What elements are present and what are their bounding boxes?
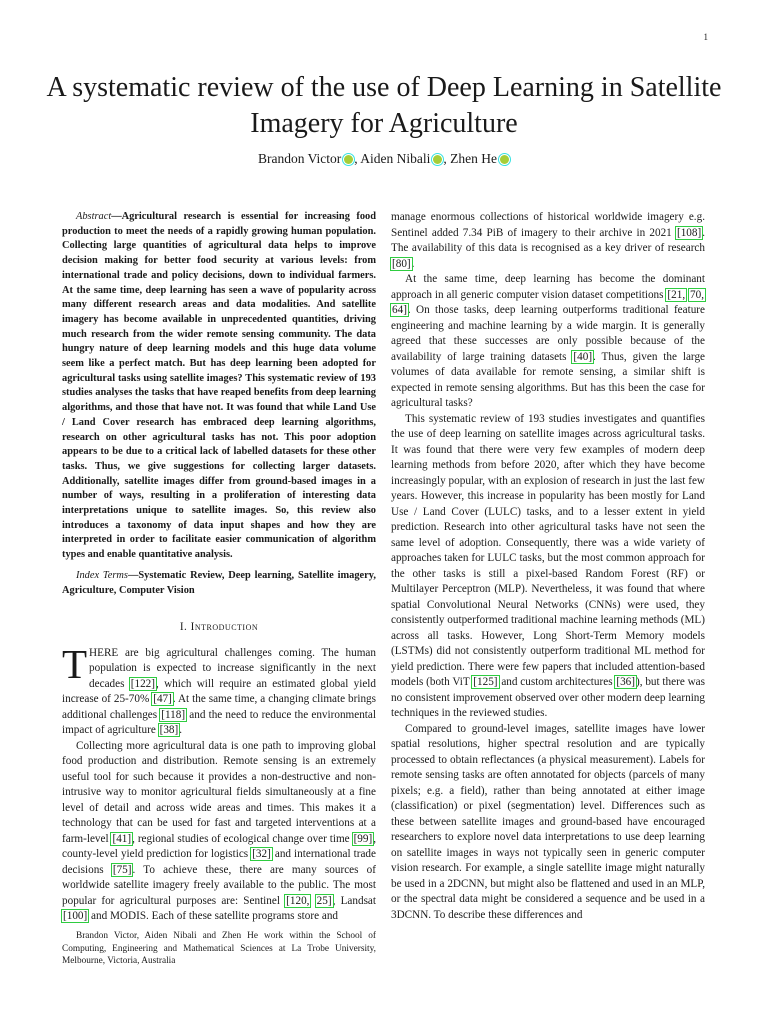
text: At the same time, deep learning has become the dominant approach in all generic computer vision dataset competitions — [391, 273, 705, 301]
text: , regional studies of ecological change over time — [132, 832, 353, 845]
abstract-lead: Abstract — [76, 211, 112, 222]
text: and the need to reduce the environmental impact of agriculture — [62, 708, 376, 737]
paper-title: A systematic review of the use of Deep Learning in Satellite Imagery for Agriculture — [46, 72, 722, 139]
text: . At the same time, a changing climate brings additional challenges — [62, 693, 376, 721]
index-terms — [62, 569, 376, 598]
text: . On those tasks, deep learning outperforms traditional feature engineering and machine learning by a wide margin. It is generally agreed that these successes are only possible because of the availability of large training datasets — [391, 304, 705, 363]
citation-link[interactable]: [38] — [159, 724, 179, 737]
body-paragraph — [391, 272, 705, 412]
citation-link[interactable]: [21, — [667, 288, 686, 301]
citation-link[interactable]: [122] — [130, 677, 155, 690]
text: , Landsat — [332, 894, 376, 907]
text: manage enormous collections of historical worldwide imagery e.g. Sentinel added 7.34 PiB of imagery to their archive in 2021 — [391, 211, 705, 239]
text: , which will require an estimated global yield increase of 25-70% — [62, 677, 377, 706]
author-name: Zhen He — [450, 151, 498, 166]
text: Collecting more agricultural data is one path to improving global food production and distribution. Remote sensing is an extremely useful tool for such because it provides a non-destructive and non-intrusive way to monitor agricultural fields simultaneously at a fine level of detail and across wide areas and times. This makes it a technology that can be used for fast and targeted interventions at a farm-level — [62, 739, 376, 845]
citation-link[interactable]: [41] — [112, 832, 132, 845]
intro-paragraph — [62, 739, 376, 925]
left-column — [62, 210, 376, 925]
text: . — [411, 257, 415, 270]
body-paragraph — [391, 210, 705, 272]
abstract — [62, 210, 376, 563]
body-paragraph — [391, 412, 705, 722]
index-terms-text: —Systematic Review, Deep learning, Satellite imagery, Agriculture, Computer Vision — [62, 569, 376, 596]
citation-link[interactable]: [40] — [573, 350, 593, 363]
author-name: Brandon Victor — [257, 151, 342, 166]
drop-cap: T — [62, 640, 88, 687]
citation-link[interactable]: [118] — [161, 708, 186, 721]
citation-link[interactable]: [75] — [112, 863, 132, 876]
footnote: Brandon Victor, Aiden Nibali and Zhen He work within the School of Computing, Engineering and Mathematical Sciences at La Trobe University, Melbourne, Victoria, Australia — [62, 931, 376, 966]
text: and international trade decisions — [62, 848, 376, 876]
text: . To achieve these, there are many sources of worldwide satellite imagery freely available to the public. The most popular for agricultural purposes are: Sentinel — [62, 863, 376, 907]
citation-link[interactable]: [47] — [153, 693, 172, 706]
text: This systematic review of 193 studies investigates and quantifies the use of deep learning on satellite images across agricultural tasks. It was found that there were very few examples of modern deep learning methods from before 2020, after which they have become increasingly popular, with an explosion of research in just the last few years. However, this increase in popularity has been mostly for Land Use / Land Cover (LULC) tasks, and to a lesser extent in yield prediction. Research into other agricultural tasks have not seen the same level of adoption. Consequently, there was a wide variety of approaches taken for LULC tasks, but the most common approach for the other tasks is still a pixel-based Random Forest (RF) or Multilayer Perceptron (MLP). Nevertheless, it was found that where spatial Convolutional Neural Networks (CNNs) were used, they consistently outperformed traditional machine learning methods (ML) across all tasks. However, Long Short-Term Memory models (LSTMs) did not consistently outperform traditional ML method for yield prediction. There were few papers that included attention-based models (both ViT — [391, 412, 705, 688]
text: and MODIS. Each of these satellite programs store and — [88, 910, 339, 923]
text: ), but there was no consistent improvement observed over other modern deep learning techniques in the reviewed studies. — [391, 676, 705, 719]
citation-link[interactable]: [32] — [252, 848, 271, 861]
orcid-icon[interactable] — [433, 155, 442, 164]
citation-link[interactable]: [100] — [63, 910, 88, 923]
page-number: 1 — [703, 32, 708, 42]
right-column — [391, 210, 705, 923]
citation-link[interactable]: [108] — [676, 226, 702, 239]
orcid-icon[interactable] — [500, 155, 509, 164]
author-list: Brandon Victor , Aiden Nibali , Zhen He — [40, 150, 728, 168]
body-paragraph: Compared to ground-level images, satellite images have lower spatial resolutions, higher spectral resolution and are typically processed to obtain reflectances (a physical measurement). Labels for remote sensing tasks are often annotated for objects (parcels of many pixels; e.g. a field), rather than being annotated at either image (classification) or pixel (segmentation) level. Differences such as these between satellite images and ground-based have encouraged researchers to explore novel data interpretations to use deep learning on satellite images in ways not typically seen in generic computer vision research. For example, a single satellite image might naturally be used in a 2DCNN, but might also be flattened and used in an MLP, or the spectral data might be considered a sequence and be used in a 3DCNN. To describe these differences and — [391, 722, 705, 921]
citation-link[interactable]: [80] — [392, 257, 411, 270]
section-heading: I. Introduction — [179, 621, 259, 634]
index-terms-lead: Index Terms — [76, 569, 128, 581]
citation-link[interactable]: 70, — [690, 288, 705, 301]
text: . The availability of this data is recognised as a key driver of research — [391, 226, 705, 254]
text: , county-level yield prediction for logistics — [62, 832, 376, 861]
text: and custom architectures — [498, 676, 616, 688]
citation-link[interactable]: [36] — [616, 676, 635, 688]
orcid-icon[interactable] — [344, 155, 353, 164]
text: . — [179, 724, 183, 737]
text: . Thus, given the large volumes of data available for remote sensing, a similar shift is expected in remote sensing algorithms. But has this been the case for agricultural tasks? — [391, 350, 705, 409]
citation-link[interactable]: [99] — [353, 832, 373, 845]
citation-link[interactable]: 25] — [316, 894, 332, 907]
author-name: Aiden Nibali — [360, 151, 431, 166]
intro-paragraph — [62, 640, 377, 739]
abstract-text: —Agricultural research is essential for increasing food production to meet the needs of a rapidly growing human population. Collecting large quantities of agricultural data helps to improve decision making for better food security at various levels: from international trade and policy decisions, down to individual farmers. At the same time, deep learning has seen a wave of popularity across many different research areas and data modalities. And satellite imagery has become available in unprecedented quantities, driving much research from the wider remote sensing community. The data hungry nature of deep learning models and this huge data volume seem like a perfect match. But has deep learning been adopted for agricultural tasks using satellite images? This systematic review of 193 studies analyses the tasks that have reaped benefits from deep learning algorithms, and those that have not. It was found that while Land Use / Land Cover research has embraced deep learning algorithms, research on other agricultural tasks has not. This poor adoption appears to be due to a critical lack of labelled datasets for these other tasks. Thus, we give suggestions for collecting larger datasets. Additionally, satellite images differ from ground-based images in a number of ways, resulting in a proliferation of interesting data interpretations unique to satellite images. So, this review also introduces a taxonomy of data input shapes and how they are interpreted in order to facilitate easier communication of algorithm types and enable quantitative analysis. — [62, 211, 376, 561]
citation-link[interactable]: 64] — [392, 304, 407, 316]
citation-link[interactable]: [125] — [473, 676, 498, 688]
text: HERE are big agricultural challenges coming. The human population is expected to increase significantly in the next decades — [89, 646, 376, 690]
citation-link[interactable]: [120, — [286, 894, 310, 907]
